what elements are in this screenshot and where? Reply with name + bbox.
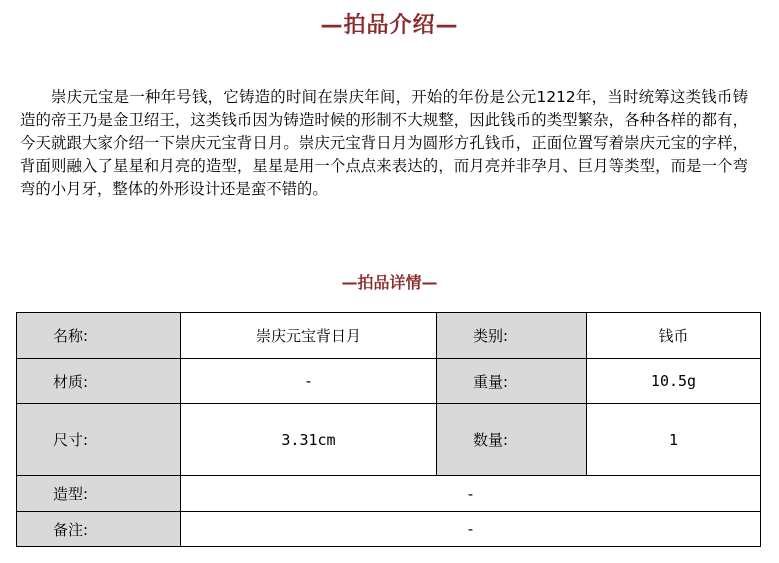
name-value: 崇庆元宝背日月 (181, 313, 437, 359)
remark-label: 备注: (17, 512, 181, 547)
material-value: - (181, 359, 437, 404)
size-value: 3.31cm (181, 404, 437, 476)
table-row (17, 476, 761, 512)
page-title: —拍品介绍— (320, 13, 459, 38)
remark-value: - (181, 512, 761, 547)
details-title: —拍品详情— (341, 273, 438, 292)
details-table (16, 312, 761, 547)
category-value: 钱币 (587, 313, 761, 359)
table-row (17, 313, 761, 359)
category-label: 类别: (437, 313, 587, 359)
quantity-value: 1 (587, 404, 761, 476)
weight-value: 10.5g (587, 359, 761, 404)
shape-value: - (181, 476, 761, 512)
table-row (17, 404, 761, 476)
table-row (17, 512, 761, 547)
name-label: 名称: (17, 313, 181, 359)
quantity-label: 数量: (437, 404, 587, 476)
size-label: 尺寸: (17, 404, 181, 476)
intro-paragraph: 崇庆元宝是一种年号钱，它铸造的时间在崇庆年间，开始的年份是公元1212年，当时统筹这类钱币铸造的帝王乃是金卫绍王，这类钱币因为铸造时候的形制不大规整，因此钱币的类型繁杂，各种各样的都有，今天就跟大家介绍一下崇庆元宝背日月。崇庆元宝背日月为圆形方孔钱币，正面位置写着崇庆元宝的字样，背面则融入了星星和月亮的造型，星星是用一个点点来表达的，而月亮并非孕月、巨月等类型，而是一个弯弯的小月牙，整体的外形设计还是蛮不错的。 (20, 88, 748, 198)
weight-label: 重量: (437, 359, 587, 404)
shape-label: 造型: (17, 476, 181, 512)
table-row (17, 359, 761, 404)
material-label: 材质: (17, 359, 181, 404)
